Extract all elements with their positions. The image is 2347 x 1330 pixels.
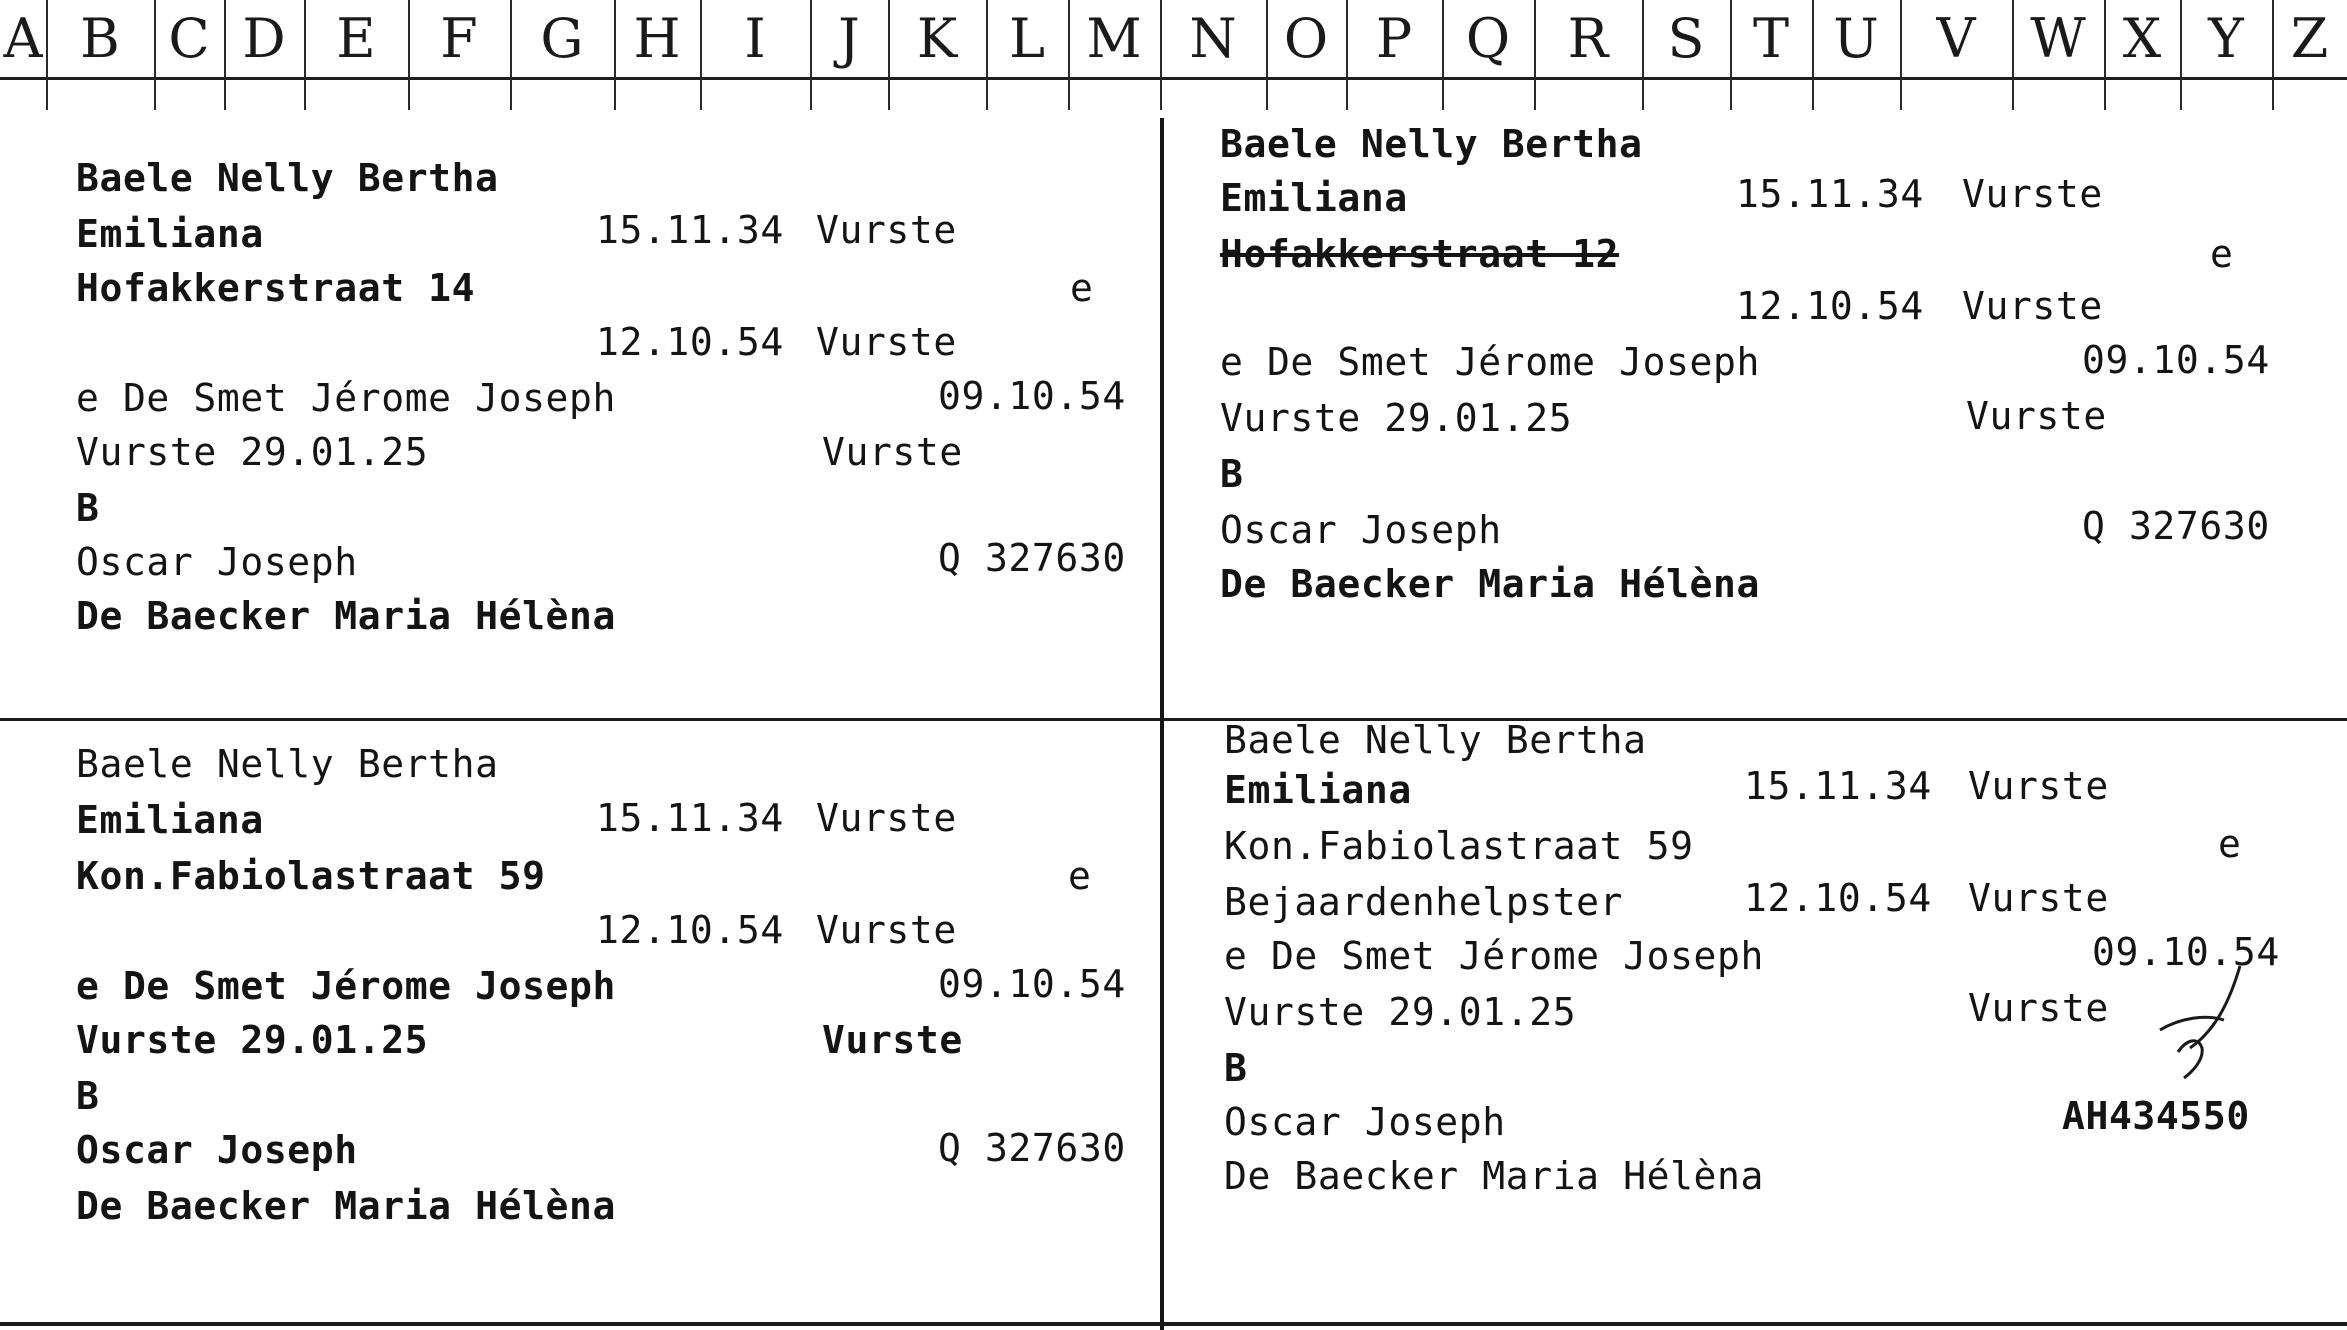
- letter-v[interactable]: V: [1936, 7, 1976, 70]
- letter-g[interactable]: G: [540, 7, 584, 70]
- address: Kon.Fabiolastraat 59: [76, 854, 546, 898]
- place-2: Vurste: [1968, 876, 2109, 920]
- mother-name: De Baecker Maria Hélèna: [1224, 1154, 1764, 1198]
- father-name: Oscar Joseph: [1224, 1100, 1506, 1144]
- mark-e: e: [2218, 822, 2242, 866]
- address: Kon.Fabiolastraat 59: [1224, 824, 1694, 868]
- occupation: Bejaardenhelpster: [1224, 880, 1624, 924]
- letter-z[interactable]: Z: [2290, 7, 2329, 70]
- card-bottom-edge: [0, 1322, 2347, 1326]
- letter-s[interactable]: S: [1667, 7, 1705, 70]
- spouse-name: e De Smet Jérome Joseph: [1220, 340, 1760, 384]
- letter-x[interactable]: X: [2122, 7, 2162, 70]
- birth-place: Vurste: [816, 796, 957, 840]
- letter-b-mark: B: [1224, 1046, 1248, 1090]
- spouse-name: e De Smet Jérome Joseph: [76, 964, 616, 1008]
- spouse-birth: Vurste 29.01.25: [76, 430, 429, 474]
- spouse-birth: Vurste 29.01.25: [1220, 396, 1573, 440]
- father-name: Oscar Joseph: [76, 540, 358, 584]
- birth-date: 15.11.34: [1744, 764, 1932, 808]
- marriage-place: Vurste: [1968, 986, 2109, 1030]
- father-name: Oscar Joseph: [1220, 508, 1502, 552]
- mark-e: e: [2210, 232, 2234, 276]
- document-number: Q 327630: [938, 1126, 1126, 1170]
- letter-q[interactable]: Q: [1465, 7, 1511, 70]
- birth-date: 15.11.34: [596, 796, 784, 840]
- person-name: Baele Nelly Bertha: [1220, 122, 1643, 166]
- person-name: Baele Nelly Bertha: [76, 156, 499, 200]
- letter-d[interactable]: D: [242, 7, 286, 70]
- given-name: Emiliana: [1220, 176, 1408, 220]
- mother-name: De Baecker Maria Hélèna: [1220, 562, 1760, 606]
- marriage-place: Vurste: [822, 430, 963, 474]
- document-number: Q 327630: [2082, 504, 2270, 548]
- mother-name: De Baecker Maria Hélèna: [76, 594, 616, 638]
- mark-e: e: [1068, 854, 1092, 898]
- document-number: Q 327630: [938, 536, 1126, 580]
- alphabet-index-strip: [0, 0, 2347, 110]
- marriage-date: 09.10.54: [2082, 338, 2270, 382]
- birth-date: 15.11.34: [1736, 172, 1924, 216]
- spouse-name: e De Smet Jérome Joseph: [76, 376, 616, 420]
- person-name: Baele Nelly Bertha: [1224, 718, 1647, 762]
- letter-b-mark: B: [76, 486, 100, 530]
- place-2: Vurste: [816, 320, 957, 364]
- address: Hofakkerstraat 14: [76, 266, 476, 310]
- letter-f[interactable]: F: [440, 7, 478, 70]
- letter-y[interactable]: Y: [2208, 7, 2244, 70]
- letter-b[interactable]: B: [80, 7, 120, 70]
- marriage-date: 09.10.54: [2092, 930, 2280, 974]
- letter-b-mark: B: [1220, 452, 1244, 496]
- letter-m[interactable]: M: [1086, 7, 1142, 70]
- letter-j[interactable]: J: [838, 7, 860, 70]
- letter-i[interactable]: I: [744, 7, 766, 70]
- handwritten-signature: [2120, 960, 2260, 1090]
- address-struck: Hofakkerstraat 12: [1220, 232, 1620, 276]
- mother-name: De Baecker Maria Hélèna: [76, 1184, 616, 1228]
- date-2: 12.10.54: [596, 320, 784, 364]
- card-divider-horizontal-left: [0, 718, 1160, 721]
- letter-b-mark: B: [76, 1074, 100, 1118]
- date-2: 12.10.54: [1744, 876, 1932, 920]
- mark-e: e: [1070, 266, 1094, 310]
- marriage-date: 09.10.54: [938, 374, 1126, 418]
- place-2: Vurste: [816, 908, 957, 952]
- letter-h[interactable]: H: [633, 7, 681, 70]
- card-divider-vertical: [1160, 118, 1164, 1330]
- letter-a[interactable]: A: [3, 7, 43, 70]
- given-name: Emiliana: [76, 798, 264, 842]
- birth-date: 15.11.34: [596, 208, 784, 252]
- spouse-name: e De Smet Jérome Joseph: [1224, 934, 1764, 978]
- letter-c[interactable]: C: [168, 7, 210, 70]
- date-2: 12.10.54: [596, 908, 784, 952]
- document-number: AH434550: [2062, 1094, 2250, 1138]
- letter-t[interactable]: T: [1752, 7, 1790, 70]
- birth-place: Vurste: [1968, 764, 2109, 808]
- letter-o[interactable]: O: [1283, 7, 1329, 70]
- letter-p[interactable]: P: [1375, 7, 1413, 70]
- marriage-date: 09.10.54: [938, 962, 1126, 1006]
- father-name: Oscar Joseph: [76, 1128, 358, 1172]
- letter-w[interactable]: W: [2030, 7, 2086, 70]
- letter-u[interactable]: U: [1833, 7, 1879, 70]
- letter-l[interactable]: L: [1009, 7, 1045, 70]
- birth-place: Vurste: [1962, 172, 2103, 216]
- birth-place: Vurste: [816, 208, 957, 252]
- letter-r[interactable]: R: [1567, 7, 1609, 70]
- marriage-place: Vurste: [822, 1018, 963, 1062]
- letter-n[interactable]: N: [1189, 7, 1237, 70]
- person-name: Baele Nelly Bertha: [76, 742, 499, 786]
- place-2: Vurste: [1962, 284, 2103, 328]
- given-name: Emiliana: [1224, 768, 1412, 812]
- given-name: Emiliana: [76, 212, 264, 256]
- letter-k[interactable]: K: [916, 7, 958, 70]
- spouse-birth: Vurste 29.01.25: [1224, 990, 1577, 1034]
- date-2: 12.10.54: [1736, 284, 1924, 328]
- spouse-birth: Vurste 29.01.25: [76, 1018, 429, 1062]
- marriage-place: Vurste: [1966, 394, 2107, 438]
- letter-e[interactable]: E: [336, 7, 376, 70]
